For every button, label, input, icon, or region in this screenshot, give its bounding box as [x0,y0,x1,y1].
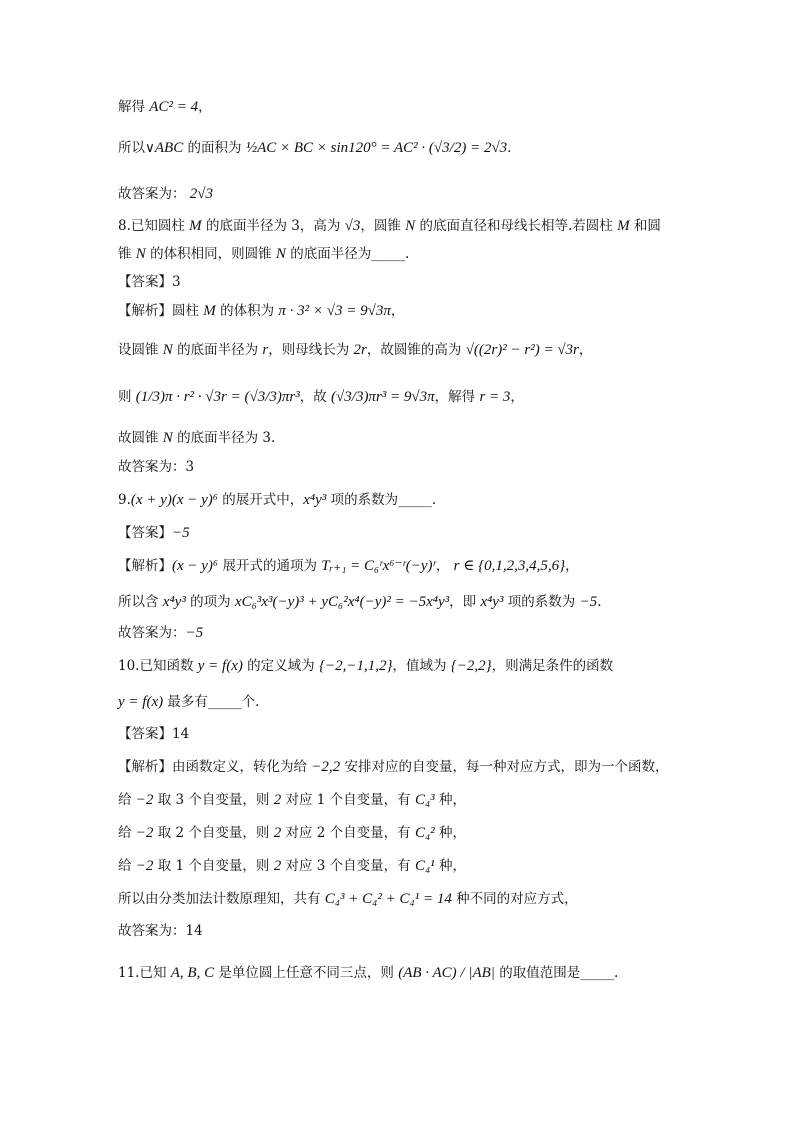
text-run: ，即 [449,594,481,610]
math-expression: −5 [185,625,204,641]
text-run: ，故圆锥的高为 [366,342,466,358]
text-run: ，值域为 [392,658,451,674]
math-expression: N [135,246,146,262]
math-expression: {−2,2} [450,658,492,674]
line-15 [118,592,678,612]
math-expression: A, B, C [170,965,215,981]
line-11 [118,457,678,477]
text-run: ， [565,558,579,574]
text-run: ，解得 [434,389,480,405]
text-run: 的体积相同，则圆锥 [145,246,276,262]
text-run: ， [198,99,212,115]
text-run: 故圆锥 [118,430,163,446]
math-expression: N [275,246,286,262]
text-run: 【答案】14 [118,726,190,742]
line-23 [118,856,678,876]
line-10 [118,428,678,448]
math-expression: M [189,218,202,234]
math-expression: ½AC × BC × sin120° = AC² · (√3/2) = 2√3 [245,140,508,156]
math-expression: AC² = 4 [149,99,199,115]
text-run: 故答案为： [118,186,190,202]
text-run: 10.已知函数 [118,658,198,674]
math-expression: −2 [135,792,154,808]
text-run: 【答案】 [118,525,172,541]
line-22 [118,823,678,843]
text-run: . [507,140,512,156]
text-run: 的展开式中， [217,492,304,508]
text-run: 的底面半径为 [172,342,263,358]
text-run: 项的系数为 [503,594,580,610]
math-expression: 2√3 [189,186,214,202]
text-run: 取 1 个自变量，则 [153,858,274,874]
text-run: 【解析】圆柱 [118,303,204,319]
text-run: 的底面半径为 3. [172,430,276,446]
math-expression: π · 3² × √3 = 9√3π [278,303,391,319]
text-run: 所以含 [118,594,163,610]
line-14 [118,556,678,576]
math-expression: Tᵣ₊₁ = C₆ʳx⁶⁻ʳ(−y)ʳ [321,558,436,574]
text-run: 安排对应的自变量，每一种对应方式，即为一个函数， [340,759,669,775]
line-19 [118,724,678,744]
text-run: 种， [434,792,466,808]
text-run: 故答案为：3 [118,459,195,475]
text-run: 展开式的通项为 [218,558,322,574]
text-run: ，故 [299,389,332,405]
line-25 [118,921,678,941]
math-expression: −5 [172,525,190,541]
text-run: ， [578,342,593,358]
text-run: 取 3 个自变量，则 [153,792,274,808]
text-run: 则 [118,389,136,405]
line-18 [118,692,678,712]
line-26 [118,963,678,983]
text-run: 种， [434,825,466,841]
math-expression: −2,2 [311,759,341,775]
text-run: 8.已知圆柱 [118,218,190,234]
line-05 [118,244,678,264]
math-expression: (AB · AC) / |AB| [398,965,495,981]
text-run: 给 [118,825,136,841]
math-expression: x⁴y³ [480,594,504,610]
line-12 [118,490,678,510]
line-08 [118,340,678,360]
text-run: 的取值范围是_____. [494,965,619,981]
math-expression: N [162,430,173,446]
math-expression: C₄¹ [414,858,435,874]
math-expression: √3 [344,218,361,234]
math-expression: y = f(x) [118,694,164,710]
text-run: 是单位圆上任意不同三点，则 [214,965,399,981]
text-run: 所以∨ [118,140,155,156]
math-expression: M [617,218,630,234]
text-run: 解得 [118,99,150,115]
math-expression: (x + y)(x − y)⁶ [130,492,218,508]
text-run: 所以由分类加法计数原理知，共有 [118,891,325,907]
math-expression: {−2,−1,1,2} [318,658,393,674]
line-07 [118,301,678,321]
text-run: . [597,594,602,610]
line-06 [118,272,678,292]
text-run: ， [390,303,405,319]
math-expression: 2 [273,825,282,841]
math-expression: N [405,218,416,234]
text-run: 11.已知 [118,965,171,981]
math-expression: C₄³ + C₄² + C₄¹ = 14 [324,891,452,907]
line-17 [118,656,678,676]
math-expression: −2 [135,825,154,841]
math-expression: M [203,303,216,319]
line-24 [118,889,678,909]
math-expression: √((2r)² − r²) = √3r [465,342,579,358]
math-expression: C₄³ [414,792,435,808]
text-run: 9. [118,492,131,508]
math-expression: 2 [273,792,282,808]
line-20 [118,757,678,777]
text-run: 给 [118,858,136,874]
text-run: 的底面半径为 3，高为 [201,218,345,234]
math-expression: y = f(x) [197,658,243,674]
math-expression: C₄² [414,825,435,841]
line-01 [118,97,678,117]
math-expression: 2r [353,342,367,358]
line-16 [118,623,678,643]
text-run: 设圆锥 [118,342,163,358]
math-expression: r = 3 [479,389,511,405]
text-run: 对应 3 个自变量，有 [281,858,415,874]
text-run: 的定义域为 [242,658,319,674]
text-run: 的体积为 [215,303,279,319]
math-expression: r [262,342,269,358]
math-expression: −5 [579,594,598,610]
text-run: 种， [434,858,466,874]
text-run: 对应 2 个自变量，有 [281,825,415,841]
line-04 [118,216,678,236]
math-expression: (x − y)⁶ [172,558,219,574]
text-run: 的项为 [185,594,235,610]
text-run: ，则母线长为 [268,342,354,358]
line-13 [118,523,678,543]
math-expression: (1/3)π · r² · √3r = (√3/3)πr³ [135,389,300,405]
math-expression: x⁴y³ [162,594,186,610]
text-run: 【解析】由函数定义，转化为给 [118,759,312,775]
math-expression: ABC [154,140,184,156]
text-run: ，圆锥 [360,218,406,234]
text-run: 【解析】 [118,558,172,574]
math-expression: (√3/3)πr³ = 9√3π [331,389,435,405]
text-run: 【答案】3 [118,274,181,290]
text-run: 给 [118,792,136,808]
text-run: 的面积为 [183,140,246,156]
line-02 [118,138,678,158]
math-expression: x⁴y³ [303,492,327,508]
line-03 [118,184,678,204]
text-run: 取 2 个自变量，则 [153,825,274,841]
math-expression: r ∈ {0,1,2,3,4,5,6} [453,558,566,574]
text-run: 项的系数为_____. [326,492,437,508]
text-run: 故答案为： [118,625,186,641]
text-run: ，则满足条件的函数 [491,658,614,674]
text-run: 种不同的对应方式， [451,891,578,907]
text-run: 的底面半径为_____. [285,246,410,262]
math-expression: N [162,342,173,358]
text-run: ， [510,389,524,405]
line-21 [118,790,678,810]
text-run: 的底面直径和母线长相等.若圆柱 [415,218,618,234]
text-run: 最多有_____个. [163,694,260,710]
math-expression: xC₆³x³(−y)³ + yC₆²x⁴(−y)² = −5x⁴y³ [234,594,450,610]
text-run: 锥 [118,246,136,262]
text-run: ， [435,558,454,574]
text-run: 和圆 [629,218,661,234]
math-expression: 2 [273,858,282,874]
text-run: 对应 1 个自变量，有 [281,792,415,808]
line-09 [118,387,678,407]
text-run: 故答案为：14 [118,923,203,939]
math-expression: −2 [135,858,154,874]
